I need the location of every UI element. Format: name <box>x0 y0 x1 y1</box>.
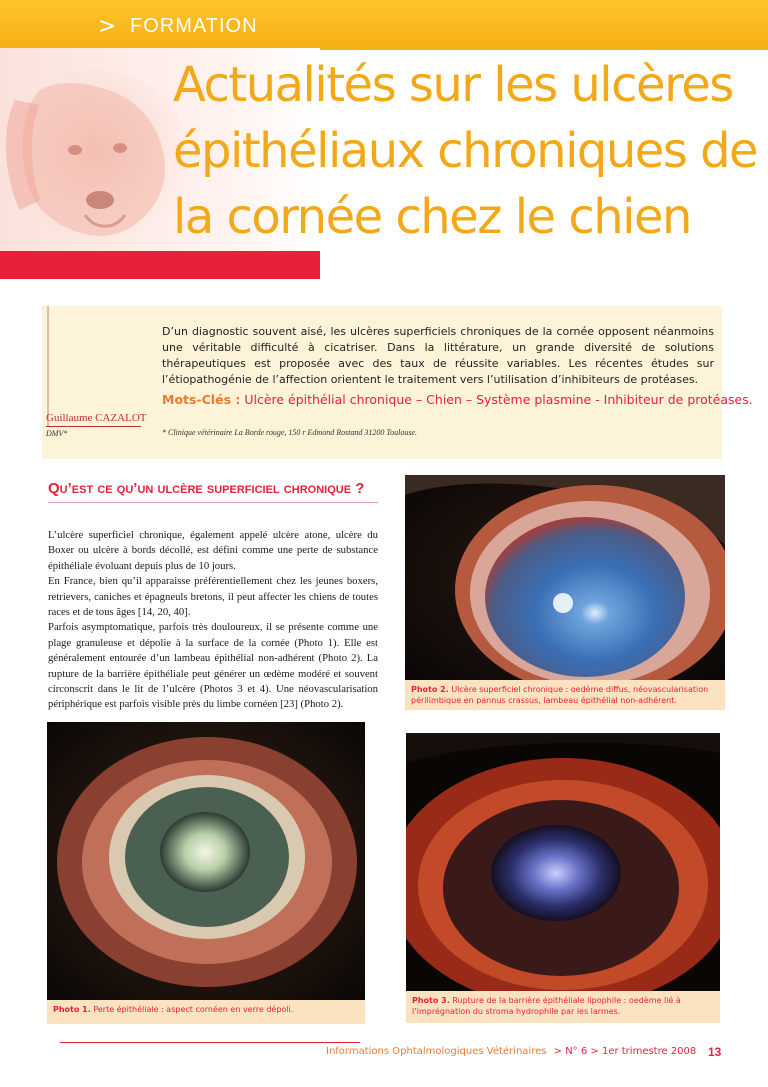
abstract-box <box>42 306 753 459</box>
author-title: DMV* <box>46 429 68 438</box>
photo-1 <box>47 722 365 1000</box>
issue-info: > N° 6 > 1er trimestre 2008 <box>553 1046 697 1057</box>
title-line: la cornée chez le chien <box>173 189 691 245</box>
photo-3-caption <box>406 991 720 1023</box>
divider <box>48 502 378 503</box>
chevron-right-icon: > <box>98 14 117 39</box>
title-line: Actualités sur les ulcères <box>173 57 733 113</box>
caption-label: Photo 1. <box>53 1005 91 1014</box>
author-block <box>46 412 147 438</box>
footer <box>326 1046 696 1057</box>
title-line: épithéliaux chroniques de <box>173 123 758 179</box>
affiliation: * Clinique vétérinaire La Borde rouge, 150 r Edmond Rostand 31200 Toulouse. <box>162 428 418 437</box>
accent-bar <box>0 251 320 279</box>
divider <box>47 306 49 426</box>
photo-3 <box>406 733 720 991</box>
paragraph: L’ulcère superficiel chronique, également appelé ulcère atone, ulcère du Boxer ou ulcère à bords décollé, est défini comme une perte de substance épithéliale évoluant depuis plus de 10 jours. <box>48 529 378 572</box>
paragraph: Parfois asymptomatique, parfois très douloureux, il se présente comme une plage granuleuse et dépolie à la surface de la cornée (Photo 1). Elle est généralement entourée d’un lambeau épithélial non-adhérent (Photo 2). La rupture de la barrière épithéliale peut générer un œdème modéré et souvent circonscrit dans le lit de l’ulcère (Photos 3 et 4). Une néovascularisation périphérique est parfois visible près du limbe cornéen [23] (Photo 2). <box>48 621 378 711</box>
caption-text: Rupture de la barrière épithéliale lipophile : oedème lié à l’imprégnation du stroma hydrophile par les larmes. <box>412 996 681 1016</box>
section-banner <box>0 0 768 50</box>
journal-name: Informations Ophtalmologiques Vétérinaires <box>326 1046 547 1057</box>
page-number: 13 <box>708 1045 722 1059</box>
divider <box>60 1042 360 1043</box>
article-title <box>173 52 758 250</box>
caption-label: Photo 2. <box>411 685 449 694</box>
photo-1-caption <box>47 1000 365 1024</box>
abstract-text: D’un diagnostic souvent aisé, les ulcères superficiels chroniques de la cornée opposent néanmoins une véritable difficulté à cicatriser. Dans la littérature, un grande diversité de solutions thérapeutiques est proposée avec des taux de réussite variables. Les récentes études sur l’étiopathogénie de l’affection orientent le traitement vers l’utilisation d’inhibiteurs de protéases. <box>162 325 714 386</box>
caption-label: Photo 3. <box>412 996 450 1005</box>
photo-2 <box>405 475 725 680</box>
section-label: FORMATION <box>130 15 258 37</box>
keywords-label: Mots-Clés : <box>162 392 241 407</box>
author-name: Guillaume CAZALOT <box>46 412 141 427</box>
keywords-list: Ulcère épithélial chronique – Chien – Système plasmine - Inhibiteur de protéases. <box>244 392 753 407</box>
paragraph: En France, bien qu’il apparaisse préférentiellement chez les jeunes boxers, retrievers, caniches et épagneuls bretons, il peut affecter les chiens de toutes races et de tous âges [14, 20, 40]. <box>48 575 378 619</box>
caption-text: Perte épithéliale : aspect cornéen en verre dépoli. <box>93 1005 294 1014</box>
caption-text: Ulcère superficiel chronique : oedème diffus, néovascularisation périlimbique en pannus crassus, lambeau épithélial non-adhérent. <box>411 685 709 705</box>
photo-2-caption <box>405 680 725 710</box>
section-heading: Qu’est ce qu’un ulcère superficiel chronique ? <box>48 480 365 497</box>
body-text <box>48 528 378 713</box>
keywords <box>162 392 753 407</box>
